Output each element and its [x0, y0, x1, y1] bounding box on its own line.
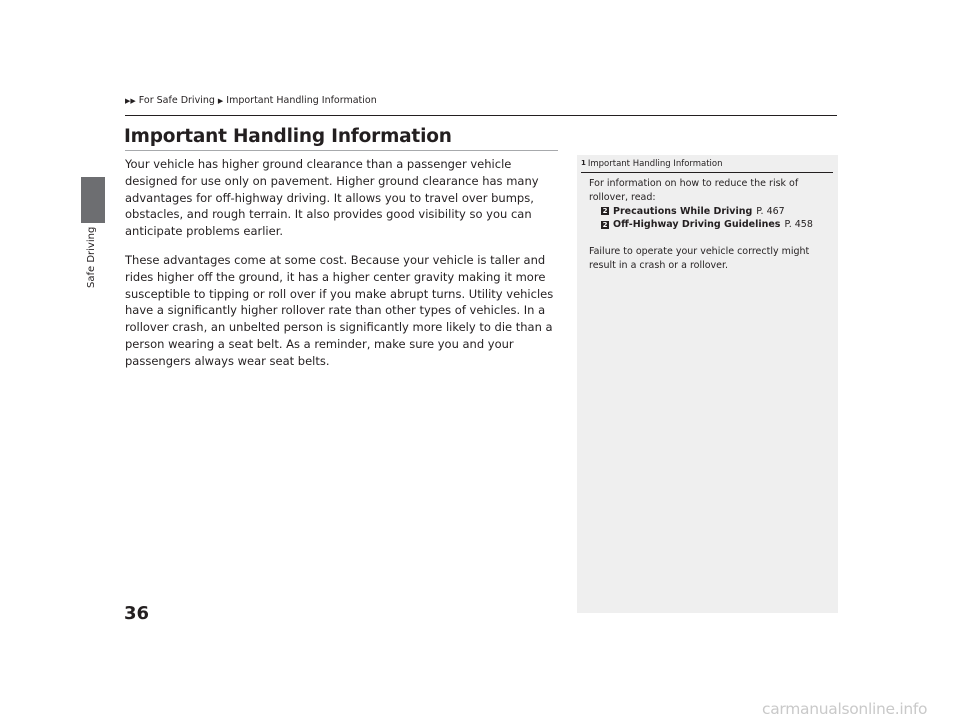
header-divider: [125, 115, 837, 116]
reference-arrow-icon: 2: [602, 221, 608, 230]
breadcrumb-arrow-icon: ▶▶: [125, 96, 136, 105]
reference-page: P. 467: [756, 205, 785, 217]
page-title: Important Handling Information: [124, 126, 452, 147]
section-tab-marker: [81, 177, 105, 223]
breadcrumb-item-safe-driving[interactable]: For Safe Driving: [138, 95, 215, 106]
breadcrumb: [125, 95, 377, 106]
main-content: [125, 156, 565, 382]
section-tab-label: Safe Driving: [86, 226, 97, 288]
sidebar-title: Important Handling Information: [587, 159, 723, 169]
sidebar-intro: For information on how to reduce the risk of rollover, read:: [589, 178, 799, 203]
note-marker-icon: 1: [581, 159, 586, 167]
title-divider: [125, 150, 558, 151]
body-paragraph: Your vehicle has higher ground clearance than a passenger vehicle designed for use only on pavement. Higher ground clearance has many advantages for off-highway driving. It allows you to travel over bumps, obstacles, and rough terrain. It also provides good visibility so you can anticipate problems earlier.: [125, 157, 539, 239]
sidebar-note-box: [577, 155, 838, 613]
reference-link-precautions[interactable]: [601, 205, 829, 219]
reference-title: Off-Highway Driving Guidelines: [613, 219, 781, 231]
page-number: 36: [124, 603, 150, 624]
sidebar-body: [589, 177, 829, 273]
sidebar-header: [581, 159, 833, 173]
breadcrumb-arrow-icon: ▶: [217, 96, 224, 105]
sidebar-note: Failure to operate your vehicle correctly might result in a crash or a rollover.: [589, 246, 810, 271]
reference-link-off-highway[interactable]: [601, 218, 829, 232]
watermark: carmanualsonline.info: [762, 700, 928, 718]
reference-title: Precautions While Driving: [613, 205, 753, 217]
body-paragraph: These advantages come at some cost. Because your vehicle is taller and rides higher off the ground, it has a higher center gravity making it more susceptible to tipping or roll over if you make abrupt turns. Utility vehicles have a significantly higher rollover rate than other types of vehicles. In a rollover crash, an unbelted person is significantly more likely to die than a person wearing a seat belt. As a reminder, make sure you and your passengers always wear seat belts.: [125, 252, 554, 368]
reference-page: P. 458: [784, 219, 813, 231]
reference-arrow-icon: 2: [602, 207, 608, 216]
breadcrumb-item-current[interactable]: Important Handling Information: [226, 95, 377, 106]
